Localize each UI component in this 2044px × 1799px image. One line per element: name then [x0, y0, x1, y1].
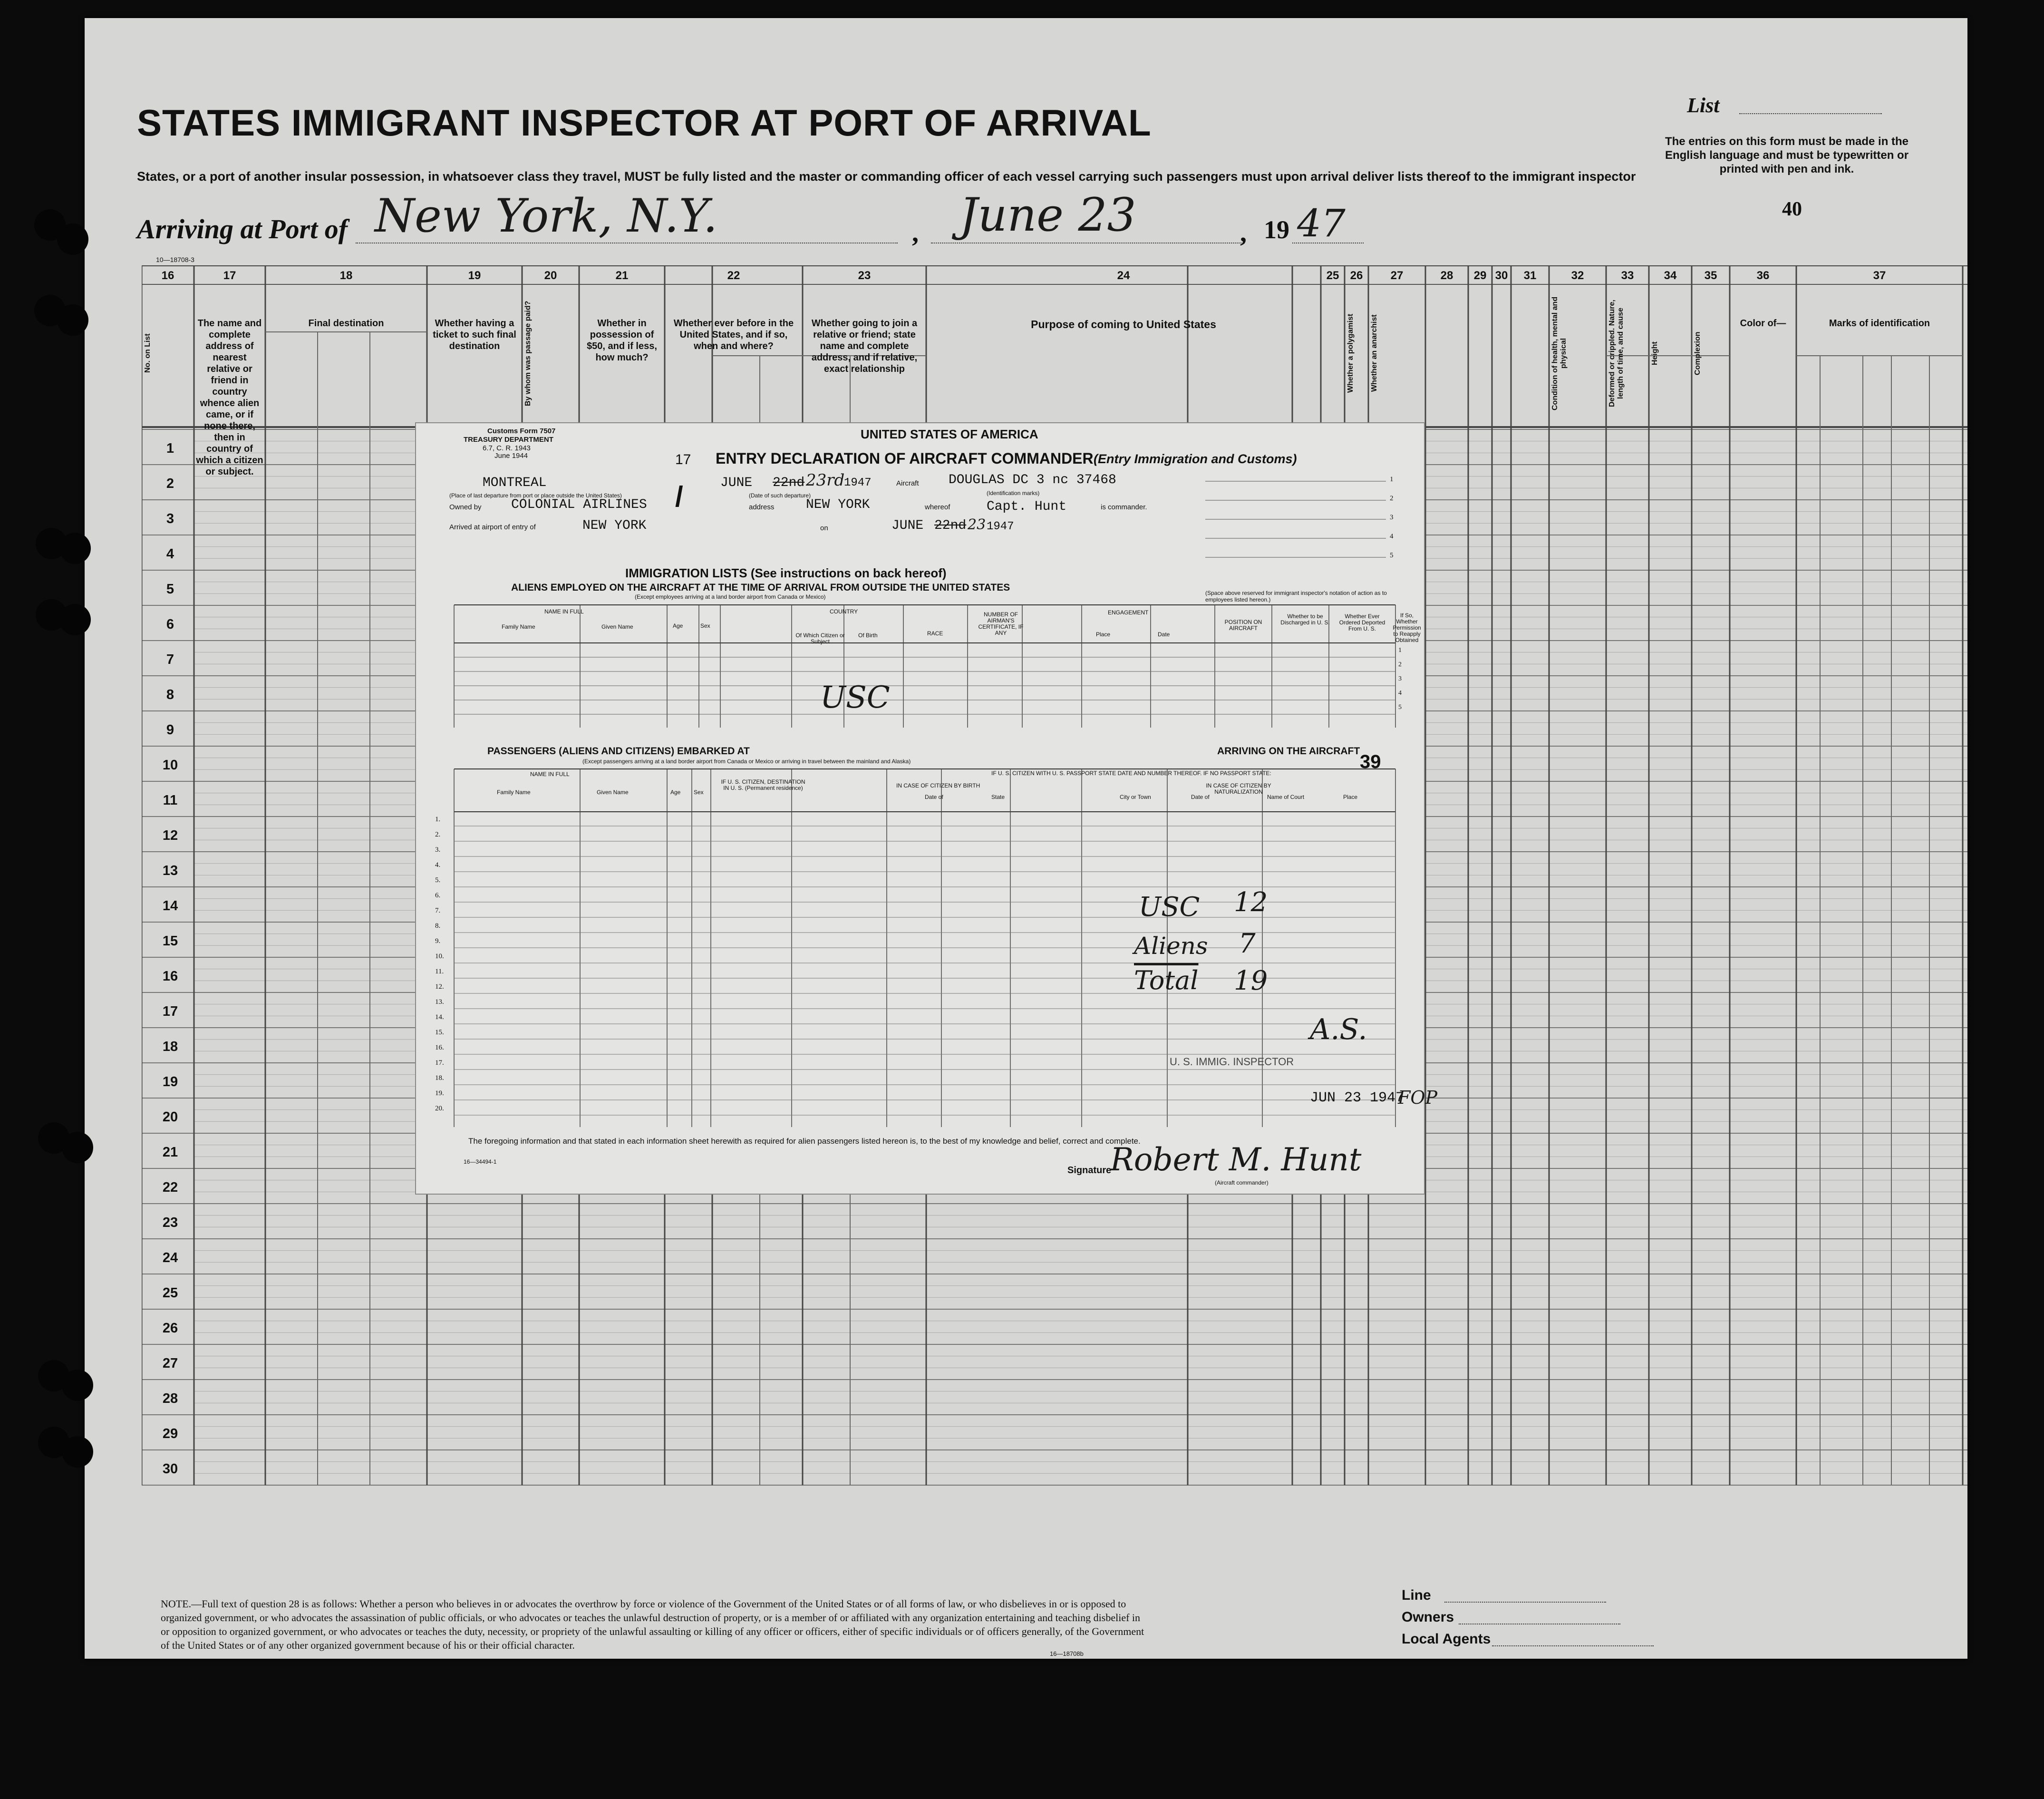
row-number-16: 16: [162, 969, 178, 984]
alien-row-number: 5: [1398, 704, 1402, 711]
column-number-37: 37: [1873, 269, 1886, 282]
passenger-header: Name of Court: [1267, 794, 1305, 800]
alien-header: Family Name: [502, 623, 535, 630]
binder-hole: [57, 224, 88, 255]
notation-line-number: 4: [1390, 533, 1394, 540]
row-number-11: 11: [163, 793, 178, 808]
passenger-row-number: 9.: [435, 937, 441, 945]
passenger-header: IF U. S. CITIZEN WITH U. S. PASSPORT STATE DATE AND NUMBER THEREOF. IF NO PASSPORT STATE:: [991, 770, 1271, 777]
row-number-7: 7: [166, 652, 174, 667]
local-agents-field: [1492, 1645, 1654, 1646]
card-country: UNITED STATES OF AMERICA: [861, 427, 1038, 441]
passenger-header: Given Name: [597, 789, 629, 796]
card-number: 17: [675, 452, 691, 467]
form-code: 10—18708-3: [156, 256, 194, 263]
alien-header: Place: [1096, 631, 1111, 638]
departure-year: 1947: [844, 476, 872, 489]
address-label: address: [749, 503, 775, 511]
row-number-21: 21: [162, 1145, 178, 1160]
alien-header: If So, Whether Permission to Reapply Obtained: [1393, 612, 1421, 643]
row-number-28: 28: [162, 1391, 178, 1406]
passenger-header: IN CASE OF CITIZEN BY BIRTH: [896, 782, 980, 789]
column-number-21: 21: [615, 269, 629, 282]
stamp-initials: FOP: [1398, 1087, 1438, 1108]
row-number-1: 1: [166, 441, 174, 456]
passenger-header: Sex: [694, 789, 704, 796]
row-number-14: 14: [162, 898, 178, 914]
row-number-22: 22: [162, 1180, 178, 1195]
column-number-28: 28: [1440, 269, 1453, 282]
row-number-27: 27: [162, 1356, 178, 1371]
row-number-24: 24: [162, 1250, 178, 1265]
card-date: June 1944: [494, 452, 528, 460]
column-number-20: 20: [544, 269, 557, 282]
page-title: STATES IMMIGRANT INSPECTOR AT PORT OF ARRIVAL: [137, 102, 1152, 144]
row-number-29: 29: [162, 1426, 178, 1441]
inspector-initials: A.S.: [1310, 1013, 1367, 1046]
binder-hole: [59, 533, 91, 564]
column-number-29: 29: [1473, 269, 1487, 282]
alien-header: Whether Ever Ordered Deported From U. S.: [1339, 613, 1385, 632]
column-number-17: 17: [223, 269, 236, 282]
alien-header: Sex: [700, 622, 710, 629]
passenger-header: City or Town: [1120, 794, 1151, 800]
binder-hole: [62, 1370, 93, 1401]
binder-hole: [62, 1132, 93, 1163]
arrival-airport: NEW YORK: [582, 518, 647, 533]
passenger-row-number: 2.: [435, 831, 441, 838]
row-number-13: 13: [162, 863, 178, 878]
card-form-id: Customs Form 7507: [487, 427, 556, 435]
passengers-arriving: ARRIVING ON THE AIRCRAFT: [1217, 746, 1360, 757]
column-header-22: Whether ever before in the United States, and if so, when and where?: [673, 318, 794, 351]
commander-signature: Robert M. Hunt: [1110, 1141, 1362, 1178]
card-title: ENTRY DECLARATION OF AIRCRAFT COMMANDER: [716, 450, 1094, 467]
row-number-9: 9: [166, 722, 174, 738]
row-number-6: 6: [166, 617, 174, 632]
space-note: (Space above reserved for immigrant inspector's notation of action as to employees listed hereon.): [1205, 590, 1387, 603]
passenger-row-number: 15.: [435, 1029, 444, 1036]
binder-hole: [59, 604, 91, 635]
column-number-34: 34: [1664, 269, 1677, 282]
row-number-25: 25: [162, 1285, 178, 1301]
column-number-23: 23: [858, 269, 871, 282]
column-header-27: Whether an anarchist: [1370, 314, 1378, 392]
passenger-header: IN CASE OF CITIZEN BY NATURALIZATION: [1206, 782, 1271, 795]
column-header-23: Whether going to join a relative or friend; state name and complete address, and if relative, exact relationship: [811, 318, 918, 374]
passengers-count: 39: [1360, 751, 1381, 772]
aircraft-id: DOUGLAS DC 3 nc 37468: [949, 473, 1116, 487]
owner: COLONIAL AIRLINES: [511, 497, 647, 512]
alien-header: POSITION ON AIRCRAFT: [1224, 619, 1262, 632]
row-number-15: 15: [162, 934, 178, 949]
immigration-lists-heading: IMMIGRATION LISTS (See instructions on back hereof): [625, 566, 947, 580]
column-number-19: 19: [468, 269, 481, 282]
column-number-18: 18: [339, 269, 353, 282]
row-number-26: 26: [162, 1321, 178, 1336]
alien-header: Given Name: [601, 623, 633, 630]
passenger-header: Family Name: [497, 789, 531, 796]
card-footer-code: 16—34494-1: [464, 1158, 497, 1165]
aircraft-declaration-card: [415, 422, 1438, 1195]
year-handwritten: 47: [1297, 201, 1346, 245]
tally-total-count: 19: [1234, 965, 1268, 996]
column-number-33: 33: [1621, 269, 1634, 282]
alien-row-number: 3: [1398, 675, 1402, 682]
departure-date-hand: 23rd: [806, 471, 845, 490]
local-agents-label: Local Agents: [1402, 1631, 1491, 1647]
arrived-label: Arrived at airport of entry of: [449, 523, 536, 531]
passenger-header: Age: [670, 789, 681, 796]
column-header-24: Purpose of coming to United States: [1031, 318, 1216, 331]
is-commander: is commander.: [1101, 503, 1147, 511]
arrival-date-struck: 22nd: [934, 518, 967, 533]
notation-line-number: 1: [1390, 476, 1394, 483]
column-header-37: Marks of identification: [1829, 318, 1930, 329]
commander: Capt. Hunt: [987, 499, 1067, 514]
card-tables: [416, 423, 1424, 1194]
list-label: List: [1687, 94, 1720, 117]
passenger-header: Place: [1343, 794, 1358, 800]
passenger-row-number: 13.: [435, 998, 444, 1006]
row-number-23: 23: [162, 1215, 178, 1230]
column-number-35: 35: [1704, 269, 1717, 282]
passenger-header: Date of: [925, 794, 943, 800]
page-number: 40: [1782, 198, 1802, 220]
alien-row-number: 4: [1398, 690, 1402, 697]
row-number-3: 3: [166, 511, 174, 526]
column-header-32: Condition of health, mental and physical: [1551, 296, 1568, 410]
arrival-year: 1947: [987, 520, 1014, 533]
arriving-label: Arriving at Port of: [137, 214, 348, 244]
aircraft-label: Aircraft: [896, 479, 919, 487]
aliens-heading: ALIENS EMPLOYED ON THE AIRCRAFT AT THE TIME OF ARRIVAL FROM OUTSIDE THE UNITED STATES: [511, 582, 1010, 593]
card-slash: /: [675, 481, 683, 513]
passenger-row-number: 16.: [435, 1044, 444, 1051]
card-reg: 6.7, C. R. 1943: [483, 444, 531, 452]
page-subtitle: States, or a port of another insular possession, in whatsoever class they travel, MUST be fully listed and the master or commanding officer of each vessel carrying such passengers must upon arrival deliver lists thereof to the immigrant inspector: [137, 169, 1636, 184]
column-header-35: Complexion: [1694, 331, 1702, 375]
aircraft-marks-label: (Identification marks): [987, 490, 1040, 496]
notation-line-number: 5: [1390, 552, 1394, 559]
row-number-10: 10: [162, 758, 178, 773]
passenger-row-number: 20.: [435, 1105, 444, 1112]
passenger-header: State: [991, 794, 1005, 800]
date-handwritten: June 23: [959, 188, 1136, 242]
column-header-19: Whether having a ticket to such final destination: [433, 318, 516, 351]
aliens-subheading: (Except employees arriving at a land border airport from Canada or Mexico): [635, 593, 826, 600]
column-header-16: No. on List: [144, 333, 152, 373]
passenger-row-number: 1.: [435, 816, 441, 823]
alien-header: NUMBER OF AIRMAN'S CERTIFICATE, IF ANY: [978, 611, 1024, 636]
comma: ,: [912, 218, 919, 248]
passengers-heading: PASSENGERS (ALIENS AND CITIZENS) EMBARKED AT: [487, 746, 750, 757]
declaration-text: The foregoing information and that stated in each information sheet herewith as required for alien passengers listed hereon is, to the best of my knowledge and belief, correct and complete.: [468, 1137, 1141, 1146]
departure-place: MONTREAL: [483, 476, 547, 490]
column-number-27: 27: [1390, 269, 1404, 282]
column-header-26: Whether a polygamist: [1347, 313, 1355, 393]
tally-usc: USC: [1139, 892, 1200, 923]
footnote: NOTE.—Full text of question 28 is as follows: Whether a person who believes in or advocates the overthrow by force or violence of the Government of the United States or of all forms of law, or who disbelieves in or is opposed to organized government, or who advocates the assassination of public officials, or who advocates or teaches the unlawful destruction of property, or is a member of or affiliated with any organization entertaining and teaching disbelief in or opposition to organized government, or who advocates or teaches the duty, necessity, or propriety of the unlawful assaulting or killing of any officer or officers, either of specific individuals or of officers generally, of the Government of the United States or of any other organized government because of his or their official character.: [161, 1598, 1144, 1651]
line-label: Line: [1402, 1587, 1431, 1603]
row-number-5: 5: [166, 582, 174, 597]
manifest-sheet: [85, 18, 1967, 1659]
stamp-date: JUN 23 1947: [1310, 1090, 1405, 1106]
row-number-2: 2: [166, 476, 174, 491]
passenger-row-number: 12.: [435, 983, 444, 991]
alien-header: Date: [1158, 631, 1170, 638]
passenger-row-number: 14.: [435, 1013, 444, 1021]
passenger-row-number: 6.: [435, 892, 441, 899]
passengers-subheading: (Except passengers arriving at a land border airport from Canada or Mexico or arriving in travel between the mainland and Alaska): [582, 758, 911, 765]
alien-row-number: 2: [1398, 661, 1402, 668]
column-number-26: 26: [1350, 269, 1363, 282]
tally-usc-count: 12: [1234, 887, 1268, 918]
signature-label: Signature: [1067, 1165, 1112, 1176]
card-title-sub: (Entry Immigration and Customs): [1094, 452, 1297, 466]
port-handwritten: New York, N.Y.: [375, 189, 718, 243]
notation-line-number: 3: [1390, 514, 1394, 521]
alien-row-number: 1: [1398, 647, 1402, 654]
column-number-30: 30: [1495, 269, 1508, 282]
column-header-36: Color of—: [1740, 318, 1786, 329]
row-number-20: 20: [162, 1109, 178, 1125]
alien-header: Of Birth: [858, 632, 878, 639]
departure-date: JUNE: [720, 476, 753, 490]
column-number-31: 31: [1523, 269, 1537, 282]
row-number-4: 4: [166, 546, 174, 562]
alien-header: NAME IN FULL: [544, 608, 584, 615]
passenger-row-number: 17.: [435, 1059, 444, 1067]
column-header-17: The name and complete address of nearest relative or friend in country whence alien came, or if none there, then in country of which a citizen or subject.: [196, 318, 263, 477]
passenger-header: IF U. S. CITIZEN, DESTINATION IN U. S. (Permanent residence): [721, 778, 805, 791]
passenger-header: NAME IN FULL: [530, 771, 570, 778]
passenger-row-number: 3.: [435, 846, 441, 854]
inspector-stamp: U. S. IMMIG. INSPECTOR: [1170, 1056, 1294, 1068]
column-number-36: 36: [1756, 269, 1770, 282]
card-dept: TREASURY DEPARTMENT: [464, 436, 553, 444]
column-number-25: 25: [1326, 269, 1339, 282]
binder-hole: [62, 1436, 93, 1468]
owners-label: Owners: [1402, 1609, 1454, 1625]
column-header-34: Height: [1651, 341, 1659, 365]
row-number-18: 18: [162, 1039, 178, 1054]
owned-label: Owned by: [449, 503, 482, 511]
passenger-row-number: 8.: [435, 922, 441, 930]
passenger-row-number: 4.: [435, 861, 441, 869]
passenger-row-number: 7.: [435, 907, 441, 914]
instructions-note: The entries on this form must be made in the English language and must be typewritten or printed with pen and ink.: [1665, 135, 1909, 175]
alien-header: RACE: [927, 630, 943, 637]
row-number-17: 17: [162, 1004, 178, 1019]
row-number-19: 19: [162, 1074, 178, 1089]
address: NEW YORK: [806, 497, 870, 512]
column-header-18: Final destination: [308, 318, 384, 329]
alien-header: ENGAGEMENT: [1108, 609, 1149, 616]
alien-header: Age: [673, 622, 683, 629]
tally-total: Total: [1134, 965, 1199, 995]
column-number-16: 16: [161, 269, 174, 282]
passenger-row-number: 5.: [435, 876, 441, 884]
passenger-row-number: 10.: [435, 953, 444, 960]
column-number-22: 22: [727, 269, 740, 282]
row-number-30: 30: [162, 1461, 178, 1477]
row-number-8: 8: [166, 687, 174, 702]
tally-aliens-count: 7: [1239, 928, 1256, 959]
arrival-date: JUNE: [891, 518, 924, 533]
passenger-row-number: 11.: [435, 968, 444, 975]
alien-header: COUNTRY: [830, 608, 858, 615]
footer-code: 16—18708b: [1050, 1650, 1084, 1657]
alien-header: Whether to be Discharged in U. S.: [1280, 613, 1330, 626]
passenger-row-number: 18.: [435, 1074, 444, 1082]
notation-line-number: 2: [1390, 495, 1394, 502]
arrival-date-hand: 23: [968, 516, 986, 533]
departure-place-label: (Place of last departure from port or place outside the United States): [449, 492, 622, 499]
column-number-32: 32: [1571, 269, 1584, 282]
comma-2: ,: [1240, 218, 1247, 248]
alien-header: Of Which Citizen or Subject: [795, 632, 845, 645]
column-number-24: 24: [1117, 269, 1130, 282]
column-header-33: Deformed or crippled. Nature, length of time, and cause: [1608, 300, 1625, 407]
on-label: on: [820, 524, 828, 532]
year-printed: 19: [1264, 215, 1289, 244]
line-field: [1444, 1602, 1606, 1603]
list-line: [1739, 113, 1882, 114]
usc-handwritten: USC: [820, 680, 890, 715]
departure-date-label: (Date of such departure): [749, 492, 811, 499]
column-header-21: Whether in possession of $50, and if less, how much?: [587, 318, 657, 363]
binder-hole: [57, 304, 88, 336]
row-number-12: 12: [162, 828, 178, 843]
signature-sub: (Aircraft commander): [1215, 1179, 1269, 1186]
passenger-header: Date of: [1191, 794, 1210, 800]
column-header-20: By whom was passage paid?: [524, 301, 532, 406]
whereof-label: whereof: [925, 503, 950, 511]
departure-date-struck: 22nd: [773, 476, 805, 490]
tally-aliens: Aliens: [1134, 932, 1208, 960]
passenger-row-number: 19.: [435, 1089, 444, 1097]
